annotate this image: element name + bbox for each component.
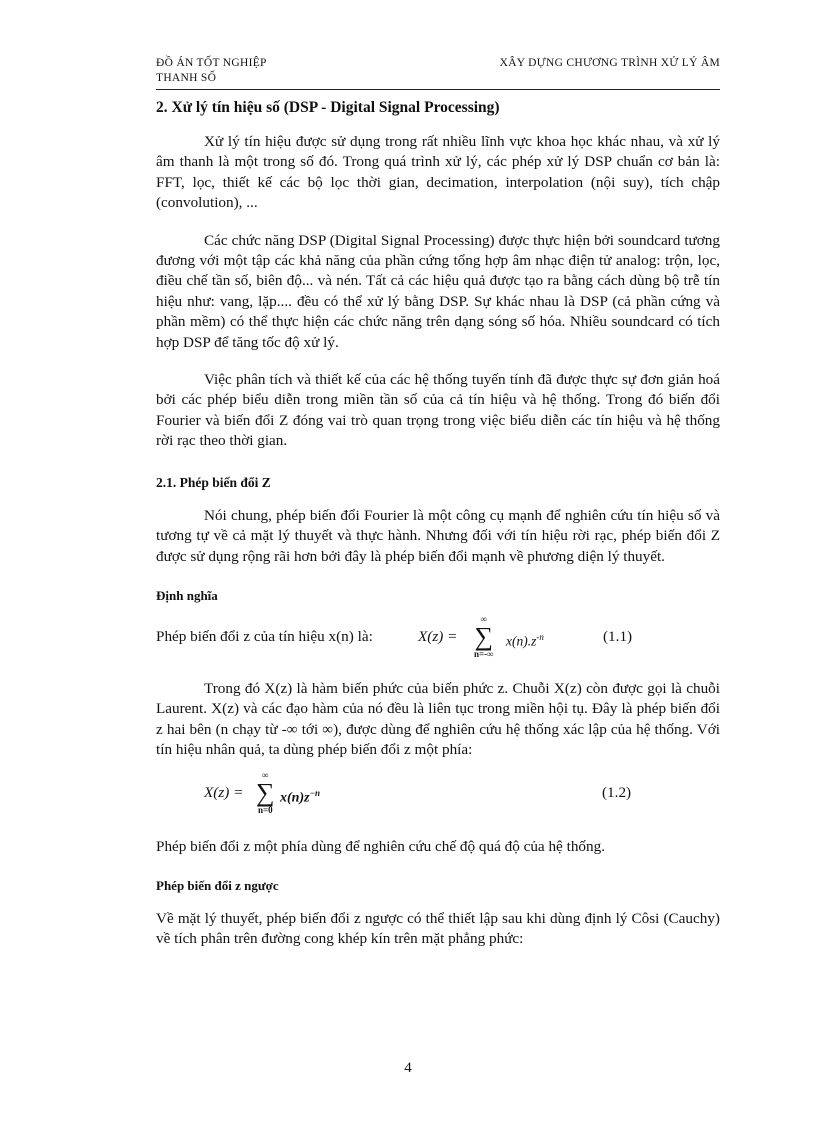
page-header xyxy=(156,56,720,90)
formula-2-sum-bottom: n=0 xyxy=(257,804,273,815)
formula-1 xyxy=(156,613,720,665)
formula-2-sum xyxy=(256,771,275,815)
paragraph-intro-2: Các chức năng DSP (Digital Signal Processing) được thực hiện bởi soundcard tương đương với một tập các khả năng của phần cứng tổng hợp âm nhạc điện tử analog: trộn, lọc, điều chế tần số, biên độ... và nén. Tất cả các hiệu quả được tạo ra bằng cách dùng bộ trễ tín hiệu như: vang, lặp.... đều có thể xử lý bằng DSP. Sự khác nhau là DSP (cả phần cứng và phần mềm) có thể thực hiện các chức năng trên dạng sóng số hóa. Nhiều soundcard có tích hợp DSP để tăng tốc độ xử lý. xyxy=(156,231,720,351)
formula-2-number: (1.2) xyxy=(602,783,632,801)
paragraph-definition: Trong đó X(z) là hàm biến phức của biến phức z. Chuỗi X(z) còn được gọi là chuỗi Laurent. X(z) và các đạo hàm của nó đều là liên tục trong miền hội tụ. Đây là phép biến đổi z hai bên (n chạy từ -∞ tới ∞), được dùng để nghiên cứu hệ thống xác lập của hệ thống. Với tín hiệu nhân quả, ta dùng phép biến đổi z một phía: xyxy=(156,679,720,759)
paragraph-inverse: Về mặt lý thuyết, phép biến đổi z ngược có thể thiết lập sau khi dùng định lý Côsi (Cauchy) về tích phân trên đường cong khép kín trên mặt phẳng phức: xyxy=(156,909,720,948)
formula-1-exponent: -n xyxy=(536,631,544,642)
paragraph-one-sided: Phép biến đổi z một phía dùng để nghiên cứu chế độ quá độ của hệ thống. xyxy=(156,837,605,855)
formula-2-sum-top: ∞ xyxy=(262,769,269,780)
paragraph-intro-3: Việc phân tích và thiết kế của các hệ thống tuyến tính đã được thực sự đơn giản hoá bởi các phép biểu diễn trong miền tần số của cả tín hiệu và hệ thống. Trong đó biến đổi Fourier và biến đổi Z đóng vai trò quan trọng trong việc biểu diễn các tín hiệu và hệ thống rời rạc theo thời gian. xyxy=(156,371,720,450)
page-number: 4 xyxy=(404,1060,412,1076)
formula-1-term xyxy=(506,627,544,652)
formula-1-lead: Phép biến đổi z của tín hiệu x(n) là: xyxy=(156,627,373,645)
formula-1-number: (1.1) xyxy=(603,627,633,645)
formula-1-term-text: x(n).z xyxy=(506,633,537,649)
subsection-title: 2.1. Phép biến đổi Z xyxy=(156,474,271,490)
sigma-icon: ∑ xyxy=(474,621,494,651)
formula-1-sum xyxy=(474,615,494,659)
formula-1-sum-top: ∞ xyxy=(480,613,487,624)
paragraph-z-transform: Nói chung, phép biến đổi Fourier là một công cụ mạnh để nghiên cứu tín hiệu số và tương tự về cả mặt lý thuyết và thực hành. Nhưng đối với tín hiệu rời rạc, phép biến đổi Z được sử dụng rộng rãi hơn bởi đây là phép biến đổi mạnh về phương diện lý thuyết. xyxy=(156,506,720,565)
formula-1-sum-bottom: n=-∞ xyxy=(474,648,494,659)
formula-2-term-text: x(n)z xyxy=(280,790,310,806)
formula-2-exponent: −n xyxy=(309,787,321,798)
header-left-line2: THANH SỐ xyxy=(156,72,217,84)
definition-heading: Định nghĩa xyxy=(156,587,218,603)
document-body xyxy=(156,98,720,967)
formula-2-term xyxy=(280,783,320,809)
header-left-line1: ĐỒ ÁN TỐT NGHIỆP xyxy=(156,57,267,69)
formula-1-lhs: X(z) = xyxy=(418,627,458,645)
section-title: 2. Xử lý tín hiệu số (DSP - Digital Signal Processing) xyxy=(156,99,500,116)
header-right: XÂY DỰNG CHƯƠNG TRÌNH XỬ LÝ ÂM xyxy=(499,57,720,69)
formula-2 xyxy=(156,769,720,823)
inverse-heading: Phép biến đổi z ngược xyxy=(156,877,279,893)
sigma-icon: ∑ xyxy=(256,777,275,807)
formula-2-lhs: X(z) = xyxy=(204,783,244,801)
paragraph-intro-1: Xử lý tín hiệu được sử dụng trong rất nhiều lĩnh vực khoa học khác nhau, và xử lý âm thanh là một trong số đó. Trong quá trình xử lý, các phép xử lý DSP chuẩn cơ bản là: FFT, lọc, thiết kế các bộ lọc thời gian, decimation, interpolation (nội suy), tích chập (convolution), ... xyxy=(156,133,720,212)
